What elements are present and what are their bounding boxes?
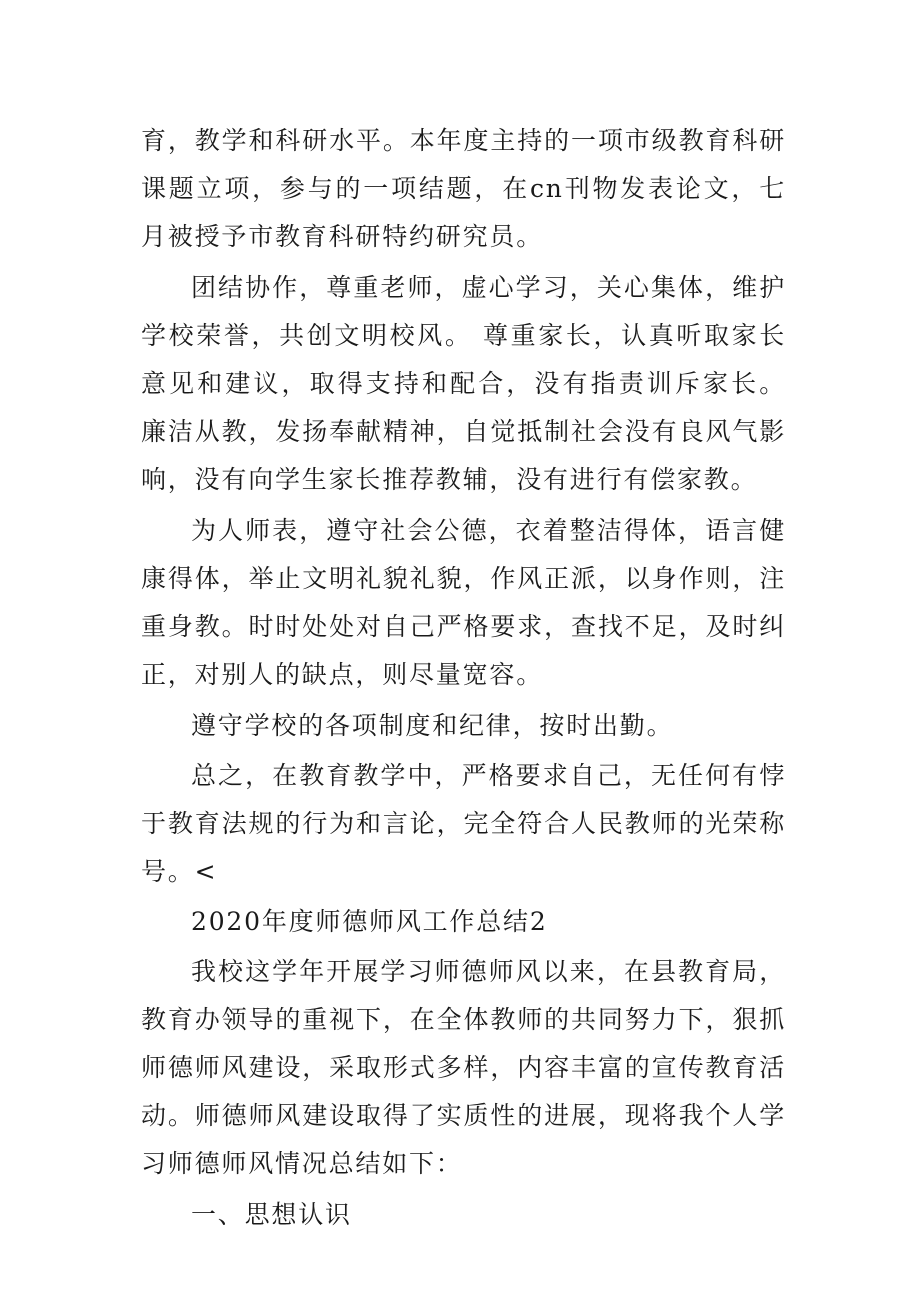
document-body bbox=[141, 117, 786, 1239]
paragraph-5: 总之，在教育教学中，严格要求自己，无任何有悖于教育法规的行为和言论，完全符合人民教师的光荣称号。< bbox=[141, 761, 786, 886]
paragraph-6: 我校这学年开展学习师德师风以来，在县教育局，教育办领导的重视下，在全体教师的共同努力下，狠抓师德师风建设，采取形式多样，内容丰富的宣传教育活动。师德师风建设取得了实质性的进展，现将我个人学习师德师风情况总结如下： bbox=[141, 957, 786, 1178]
paragraph-2: 团结协作，尊重老师，虚心学习，关心集体，维护学校荣誉，共创文明校风。 尊重家长，认真听取家长意见和建议，取得支持和配合，没有指责训斥家长。 廉洁从教，发扬奉献精神，自觉抵制社会没有良风气影响，没有向学生家长推荐教辅，没有进行有偿家教。 bbox=[141, 273, 786, 494]
paragraph-1: 育，教学和科研水平。本年度主持的一项市级教育科研课题立项，参与的一项结题，在cn刊物发表论文，七月被授予市教育科研特约研究员。 bbox=[141, 126, 786, 251]
section-title: 2020年度师德师风工作总结2 bbox=[191, 907, 548, 936]
paragraph-3: 为人师表，遵守社会公德，衣着整洁得体，语言健康得体，举止文明礼貌礼貌，作风正派，以身作则，注重身教。时时处处对自己严格要求，查找不足，及时纠正，对别人的缺点，则尽量宽容。 bbox=[141, 516, 786, 689]
paragraph-4: 遵守学校的各项制度和纪律，按时出勤。 bbox=[191, 711, 674, 740]
subsection-heading: 一、思想认识 bbox=[191, 1200, 352, 1229]
